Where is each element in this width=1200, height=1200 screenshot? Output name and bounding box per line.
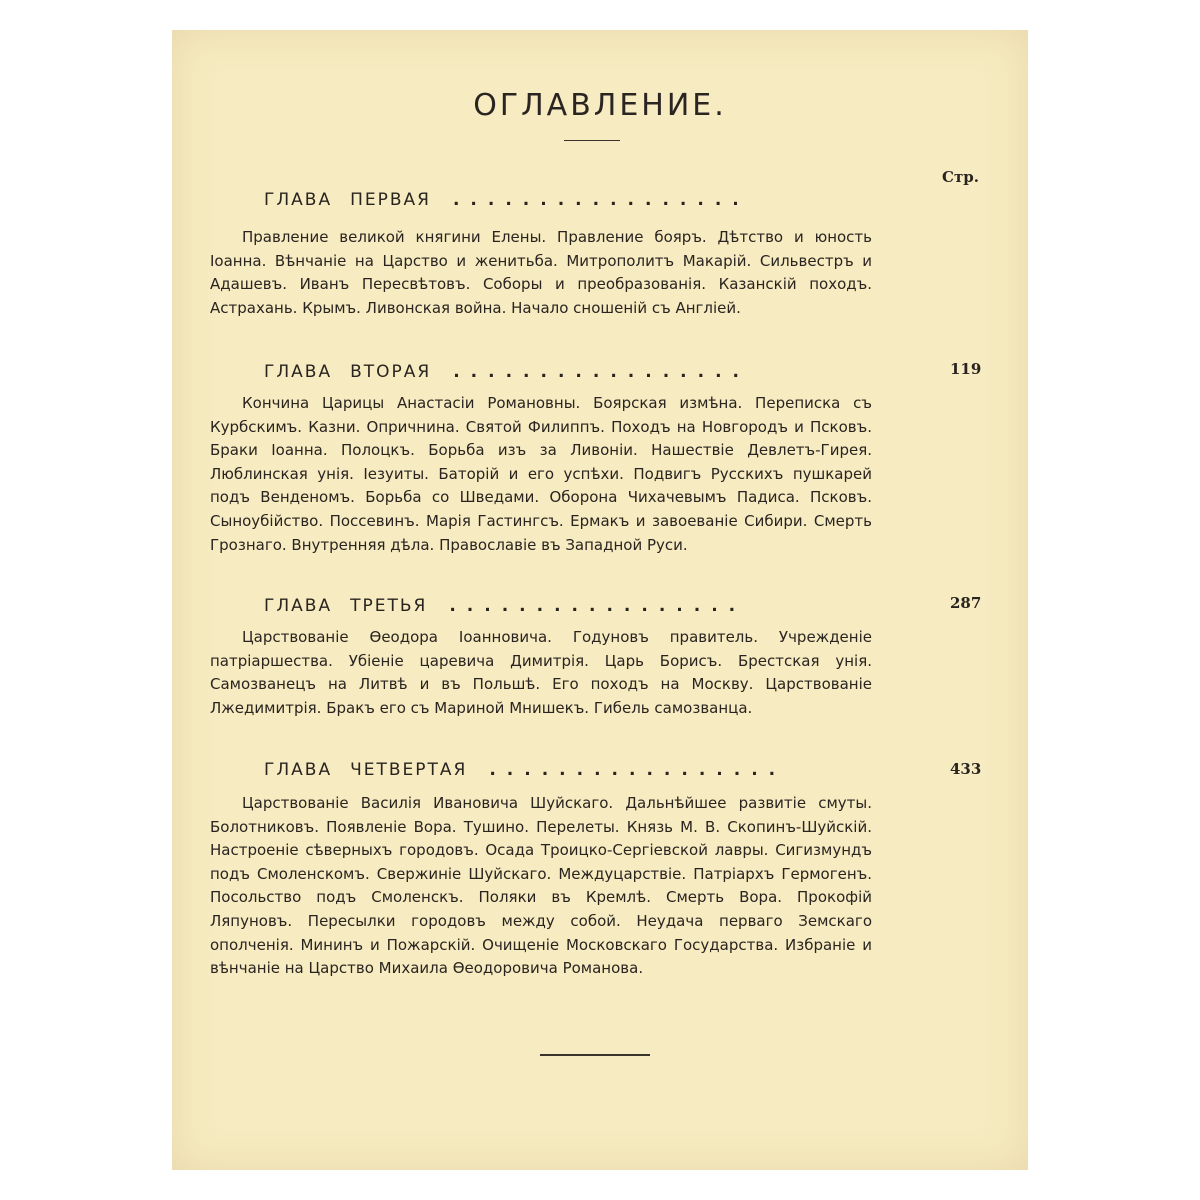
title-divider bbox=[564, 140, 620, 141]
chapter-summary: Кончина Царицы Анастасіи Романовны. Боярская измѣна. Переписка съ Курбскимъ. Казни. Опричнина. Святой Филиппъ. Походъ на Новгородъ и Псковъ. Браки Іоанна. Полоцкъ. Борьба изъ за Ливоніи. Нашествіе Девлетъ-Гирея. Люблинская унія. Іезуиты. Баторій и его успѣхи. Подвигъ Русскихъ пушкарей подъ Венденомъ. Борьба со Шведами. Оборона Чихачевымъ Падиса. Псковъ. Сыноубійство. Поссевинъ. Марія Гастингсъ. Ермакъ и завоеваніе Сибири. Смерть Грознаго. Внутренняя дѣла. Православіе въ Западной Руси. bbox=[210, 394, 872, 554]
dot-leader: ................. bbox=[453, 362, 750, 382]
dot-leader: ................. bbox=[452, 190, 750, 210]
chapter-heading bbox=[264, 362, 872, 388]
chapter-name: ВТОРАЯ bbox=[350, 362, 432, 382]
chapter-heading bbox=[264, 190, 872, 216]
chapter-page-number: 433 bbox=[950, 760, 982, 778]
chapter-name: ПЕРВАЯ bbox=[350, 190, 431, 210]
book-page bbox=[172, 30, 1028, 1170]
page-column-label: Стр. bbox=[942, 168, 979, 186]
chapter-name: ЧЕТВЕРТАЯ bbox=[350, 760, 468, 780]
chapter-label: ГЛАВА bbox=[264, 190, 333, 210]
chapter-summary: Царствованіе Василія Ивановича Шуйскаго. Дальнѣйшее развитіе смуты. Болотниковъ. Появленіе Вора. Тушино. Перелеты. Князь М. В. Скопинъ-Шуйскій. Настроеніе сѣверныхъ городовъ. Осада Троицко-Сергіевской лавры. Сигизмундъ подъ Смоленскомъ. Свержиніе Шуйскаго. Междуцарствіе. Патріархъ Гермогенъ. Посольство подъ Смоленскъ. Поляки въ Кремлѣ. Смерть Вора. Прокофій Ляпуновъ. Пересылки городовъ между собой. Неудача перваго Земскаго ополченія. Мининъ и Пожарскій. Очищеніе Московскаго Государства. Избраніе и вѣнчаніе на Царство Михаила Ѳеодоровича Романова. bbox=[210, 794, 872, 978]
chapter-label: ГЛАВА bbox=[264, 362, 333, 382]
chapter-label: ГЛАВА bbox=[264, 760, 333, 780]
chapter-name: ТРЕТЬЯ bbox=[350, 596, 428, 616]
chapter-label: ГЛАВА bbox=[264, 596, 333, 616]
chapter-page-number: 287 bbox=[950, 594, 982, 612]
dot-leader: ................. bbox=[449, 596, 747, 616]
chapter-heading bbox=[264, 596, 872, 622]
chapter-summary: Правление великой княгини Елены. Правление бояръ. Дѣтство и юность Іоанна. Вѣнчаніе на Царство и женитьба. Митрополитъ Макарій. Сильвестръ и Адашевъ. Иванъ Пересвѣтовъ. Соборы и преобразованія. Казанскій походъ. Астрахань. Крымъ. Ливонская война. Начало сношеній съ Англіей. bbox=[210, 228, 872, 317]
page-title: ОГЛАВЛЕНИЕ. bbox=[473, 88, 727, 123]
end-divider bbox=[540, 1054, 650, 1056]
chapter-page-number: 119 bbox=[950, 360, 982, 378]
chapter-heading bbox=[264, 760, 872, 786]
dot-leader: ................. bbox=[489, 760, 787, 780]
chapter-summary: Царствованіе Ѳеодора Іоанновича. Годуновъ правитель. Учрежденіе патріаршества. Убіеніе царевича Димитрія. Царь Борисъ. Брестская унія. Самозванецъ на Литвѣ и въ Польшѣ. Его походъ на Москву. Царствованіе Лжедимитрія. Бракъ его съ Мариной Мнишекъ. Гибель самозванца. bbox=[210, 628, 872, 717]
